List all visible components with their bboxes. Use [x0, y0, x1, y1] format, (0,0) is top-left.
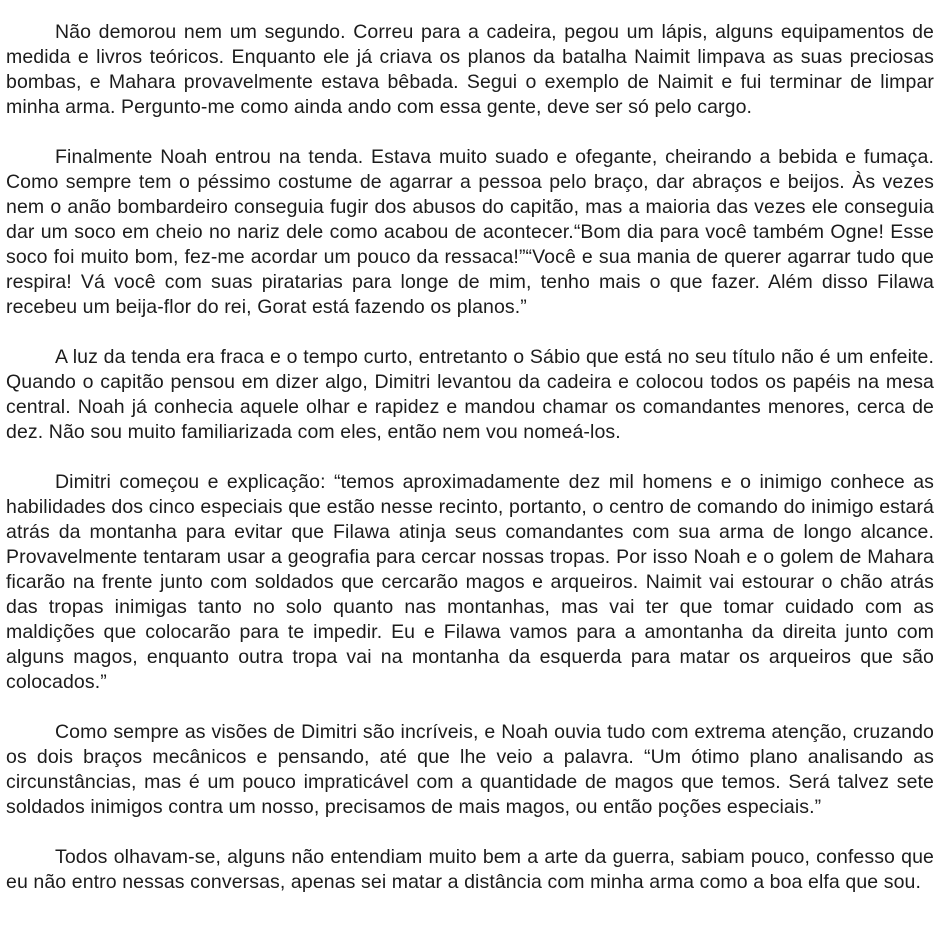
paragraph-2: Finalmente Noah entrou na tenda. Estava muito suado e ofegante, cheirando a bebida e fumaça. Como sempre tem o péssimo costume de agarrar a pessoa pelo braço, dar abraços e beijos. Às vezes nem o anão bombardeiro conseguia fugir dos abusos do capitão, mas a maioria das vezes ele conseguia dar um soco em cheio no nariz dele como acabou de acontecer.“Bom dia para você também Ogne! Esse soco foi muito bom, fez-me acordar um pouco da ressaca!”“Você e sua mania de querer agarrar tudo que respira! Vá você com suas piratarias para longe de mim, tenho mais o que fazer. Além disso Filawa recebeu um beija-flor do rei, Gorat está fazendo os planos.” [6, 146, 934, 318]
paragraph-4: Dimitri começou e explicação: “temos aproximadamente dez mil homens e o inimigo conhece as habilidades dos cinco especiais que estão nesse recinto, portanto, o centro de comando do inimigo estará atrás da montanha para evitar que Filawa atinja seus comandantes com sua arma de longo alcance. Provavelmente tentaram usar a geografia para cercar nossas tropas. Por isso Noah e o golem de Mahara ficarão na frente junto com soldados que cercarão magos e arqueiros. Naimit vai estourar o chão atrás das tropas inimigas tanto no solo quanto nas montanhas, mas vai ter que tomar cuidado com as maldições que colocarão para te impedir. Eu e Filawa vamos para a amontanha da direita junto com alguns magos, enquanto outra tropa vai na montanha da esquerda para matar os arqueiros que são colocados.” [6, 471, 934, 693]
paragraph-6: Todos olhavam-se, alguns não entendiam muito bem a arte da guerra, sabiam pouco, confesso que eu não entro nessas conversas, apenas sei matar a distância com minha arma como a boa elfa que sou. [6, 846, 934, 893]
paragraph-1: Não demorou nem um segundo. Correu para a cadeira, pegou um lápis, alguns equipamentos de medida e livros teóricos. Enquanto ele já criava os planos da batalha Naimit limpava as suas preciosas bombas, e Mahara provavelmente estava bêbada. Segui o exemplo de Naimit e fui terminar de limpar minha arma. Pergunto-me como ainda ando com essa gente, deve ser só pelo cargo. [6, 21, 934, 118]
paragraph-3: A luz da tenda era fraca e o tempo curto, entretanto o Sábio que está no seu título não é um enfeite. Quando o capitão pensou em dizer algo, Dimitri levantou da cadeira e colocou todos os papéis na mesa central. Noah já conhecia aquele olhar e rapidez e mandou chamar os comandantes menores, cerca de dez. Não sou muito familiarizada com eles, então nem vou nomeá-los. [6, 346, 934, 443]
paragraph-5: Como sempre as visões de Dimitri são incríveis, e Noah ouvia tudo com extrema atenção, cruzando os dois braços mecânicos e pensando, até que lhe veio a palavra. “Um ótimo plano analisando as circunstâncias, mas é um pouco impraticável com a quantidade de magos que temos. Será talvez sete soldados inimigos contra um nosso, precisamos de mais magos, ou então poções especiais.” [6, 721, 934, 818]
